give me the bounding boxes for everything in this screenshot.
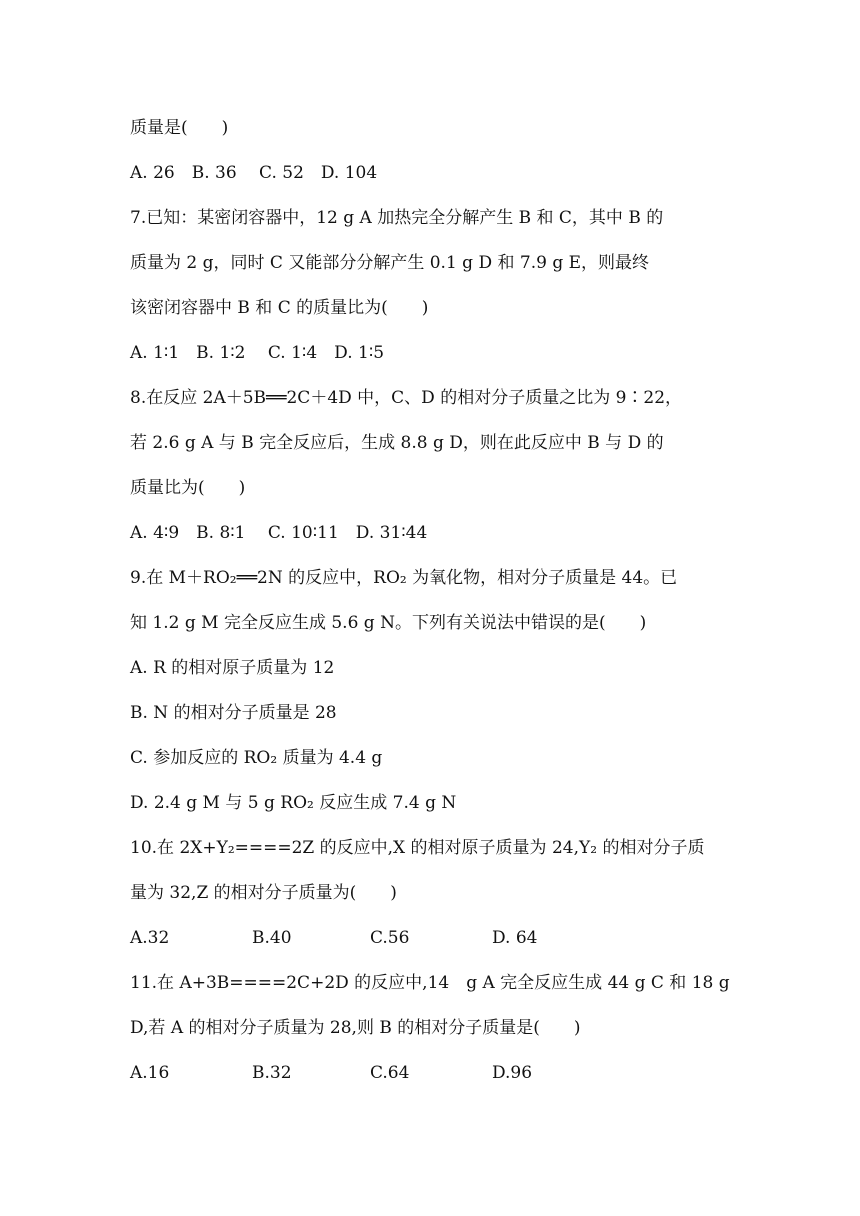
q9-line-1: 9.在 M＋RO₂══2N 的反应中，RO₂ 为氧化物，相对分子质量是 44。已	[130, 568, 678, 588]
q11-option-b: B.32	[252, 1063, 292, 1083]
q11-option-d: D.96	[492, 1063, 533, 1083]
q11-line-1: 11.在 A+3B====2C+2D 的反应中,14 g A 完全反应生成 44 g C 和 18 g	[130, 973, 730, 993]
q11-options	[130, 1061, 740, 1085]
q9-option-c: C. 参加反应的 RO₂ 质量为 4.4 g	[130, 748, 383, 768]
q9-option-a: A. R 的相对原子质量为 12	[130, 658, 335, 678]
q9-option-d: D. 2.4 g M 与 5 g RO₂ 反应生成 7.4 g N	[130, 793, 457, 813]
q10-line-1: 10.在 2X+Y₂====2Z 的反应中,X 的相对原子质量为 24,Y₂ 的相对分子质	[130, 838, 705, 858]
q8-line-1: 8.在反应 2A＋5B══2C＋4D 中，C、D 的相对分子质量之比为 9∶22，	[130, 388, 683, 408]
q10-option-b: B.40	[252, 928, 292, 948]
q7-line-1: 7.已知：某密闭容器中，12 g A 加热完全分解产生 B 和 C，其中 B 的	[130, 208, 664, 228]
q9-line-2: 知 1.2 g M 完全反应生成 5.6 g N。下列有关说法中错误的是( )	[130, 613, 647, 633]
q11-option-c: C.64	[370, 1063, 410, 1083]
q6-options: A. 26 B. 36 C. 52 D. 104	[130, 163, 378, 183]
q9-option-b: B. N 的相对分子质量是 28	[130, 703, 337, 723]
q11-option-a: A.16	[130, 1063, 170, 1083]
q11-line-2: D,若 A 的相对分子质量为 28,则 B 的相对分子质量是( )	[130, 1018, 581, 1038]
q7-line-2: 质量为 2 g，同时 C 又能部分分解产生 0.1 g D 和 7.9 g E，则最终	[130, 253, 650, 273]
q10-option-d: D. 64	[492, 928, 538, 948]
q10-option-a: A.32	[130, 928, 170, 948]
q8-line-3: 质量比为( )	[130, 478, 246, 498]
q10-options	[130, 926, 740, 950]
q8-options: A. 4∶9 B. 8∶1 C. 10∶11 D. 31∶44	[130, 523, 428, 543]
q6-stem-end: 质量是( )	[130, 118, 229, 138]
q7-options: A. 1∶1 B. 1∶2 C. 1∶4 D. 1∶5	[130, 343, 385, 363]
q7-line-3: 该密闭容器中 B 和 C 的质量比为( )	[130, 298, 429, 318]
q10-option-c: C.56	[370, 928, 410, 948]
q10-line-2: 量为 32,Z 的相对分子质量为( )	[130, 883, 397, 903]
q8-line-2: 若 2.6 g A 与 B 完全反应后，生成 8.8 g D，则在此反应中 B 与 D 的	[130, 433, 664, 453]
